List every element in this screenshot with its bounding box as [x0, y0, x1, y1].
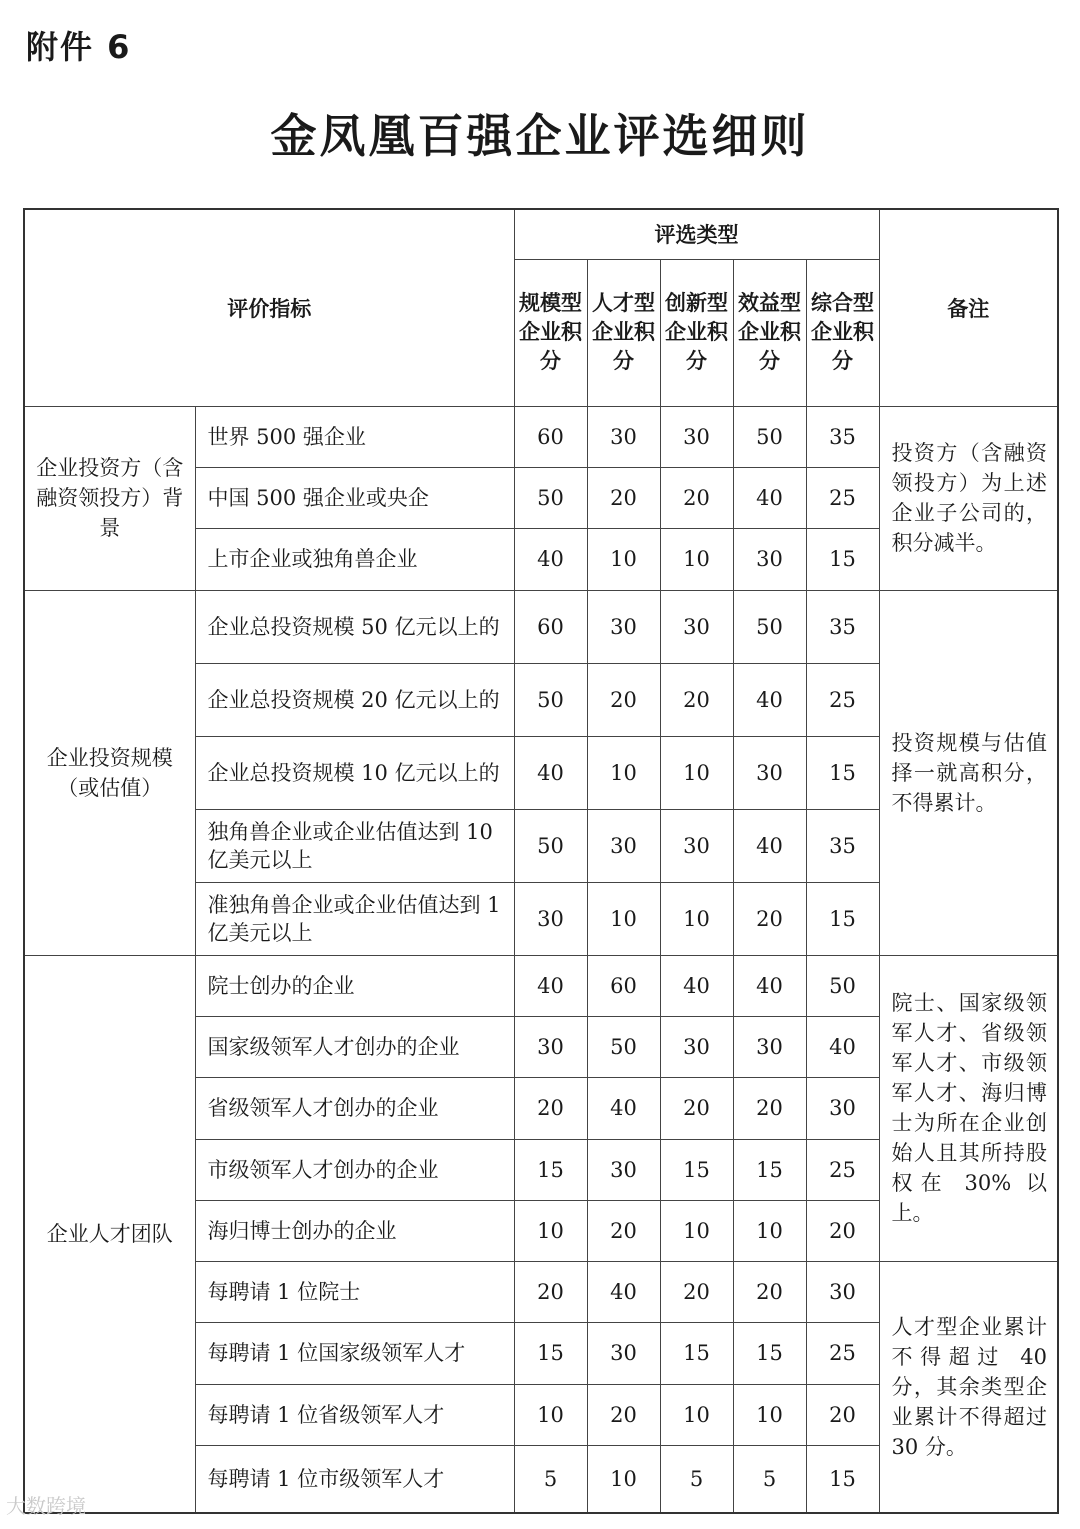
criterion-cell: 每聘请 1 位国家级领军人才	[195, 1322, 514, 1384]
remark-cell: 院士、国家级领军人才、省级领军人才、市级领军人才、海归博士为所在企业创始人且其所持股权在 30% 以上。	[879, 955, 1058, 1261]
score-cell: 15	[514, 1322, 587, 1384]
score-cell: 20	[587, 467, 660, 528]
criterion-cell: 每聘请 1 位省级领军人才	[195, 1384, 514, 1445]
score-cell: 30	[733, 736, 806, 809]
score-cell: 10	[514, 1384, 587, 1445]
criterion-cell: 每聘请 1 位市级领军人才	[195, 1445, 514, 1513]
score-cell: 50	[733, 590, 806, 663]
criterion-cell: 海归博士创办的企业	[195, 1200, 514, 1261]
score-cell: 10	[587, 882, 660, 955]
score-cell: 15	[806, 736, 879, 809]
score-cell: 10	[733, 1384, 806, 1445]
score-cell: 20	[587, 1200, 660, 1261]
score-cell: 20	[660, 1077, 733, 1139]
score-cell: 15	[806, 528, 879, 590]
criterion-cell: 上市企业或独角兽企业	[195, 528, 514, 590]
remark-cell: 投资规模与估值择一就高积分，不得累计。	[879, 590, 1058, 955]
criterion-cell: 企业总投资规模 50 亿元以上的	[195, 590, 514, 663]
score-cell: 20	[660, 467, 733, 528]
score-cell: 20	[514, 1261, 587, 1322]
score-cell: 30	[660, 406, 733, 467]
score-cell: 40	[587, 1077, 660, 1139]
table-row	[24, 955, 1058, 1016]
criterion-cell: 每聘请 1 位院士	[195, 1261, 514, 1322]
score-cell: 35	[806, 590, 879, 663]
score-cell: 30	[660, 590, 733, 663]
document-title: 金凤凰百强企业评选细则	[270, 109, 810, 163]
score-cell: 20	[733, 1261, 806, 1322]
header-type: 人才型企业积分	[587, 259, 660, 406]
score-cell: 40	[514, 955, 587, 1016]
score-cell: 15	[660, 1322, 733, 1384]
score-cell: 25	[806, 1139, 879, 1200]
header-indicator: 评价指标	[24, 209, 514, 406]
criterion-cell: 企业总投资规模 20 亿元以上的	[195, 663, 514, 736]
score-cell: 30	[587, 406, 660, 467]
category-cell: 企业投资方（含融资领投方）背景	[24, 406, 195, 590]
criterion-cell: 院士创办的企业	[195, 955, 514, 1016]
score-cell: 20	[660, 663, 733, 736]
score-cell: 40	[587, 1261, 660, 1322]
score-cell: 5	[514, 1445, 587, 1513]
score-cell: 30	[587, 590, 660, 663]
score-cell: 50	[514, 467, 587, 528]
score-cell: 20	[587, 1384, 660, 1445]
score-cell: 20	[806, 1200, 879, 1261]
header-type: 创新型企业积分	[660, 259, 733, 406]
score-cell: 50	[733, 406, 806, 467]
score-cell: 10	[660, 1200, 733, 1261]
attachment-label: 附件 6	[26, 28, 132, 66]
score-cell: 30	[514, 1016, 587, 1077]
score-cell: 20	[587, 663, 660, 736]
score-cell: 40	[514, 528, 587, 590]
score-cell: 10	[660, 882, 733, 955]
score-cell: 30	[660, 1016, 733, 1077]
rules-table	[23, 208, 1059, 1514]
score-cell: 60	[514, 406, 587, 467]
score-cell: 10	[660, 528, 733, 590]
header-selection-type: 评选类型	[514, 209, 879, 259]
score-cell: 25	[806, 467, 879, 528]
score-cell: 50	[514, 809, 587, 882]
table-row	[24, 406, 1058, 467]
criterion-cell: 市级领军人才创办的企业	[195, 1139, 514, 1200]
header-type: 效益型企业积分	[733, 259, 806, 406]
criterion-cell: 独角兽企业或企业估值达到 10 亿美元以上	[195, 809, 514, 882]
score-cell: 40	[660, 955, 733, 1016]
score-cell: 15	[806, 882, 879, 955]
criterion-cell: 国家级领军人才创办的企业	[195, 1016, 514, 1077]
score-cell: 40	[733, 955, 806, 1016]
score-cell: 30	[587, 1139, 660, 1200]
score-cell: 30	[660, 809, 733, 882]
score-cell: 10	[733, 1200, 806, 1261]
score-cell: 50	[806, 955, 879, 1016]
score-cell: 60	[514, 590, 587, 663]
score-cell: 20	[660, 1261, 733, 1322]
score-cell: 25	[806, 1322, 879, 1384]
score-cell: 20	[733, 882, 806, 955]
score-cell: 20	[514, 1077, 587, 1139]
header-type: 规模型企业积分	[514, 259, 587, 406]
score-cell: 15	[806, 1445, 879, 1513]
criterion-cell: 企业总投资规模 10 亿元以上的	[195, 736, 514, 809]
score-cell: 60	[587, 955, 660, 1016]
table-row	[24, 590, 1058, 663]
score-cell: 30	[733, 1016, 806, 1077]
remark-cell: 人才型企业累计不得超过 40 分，其余类型企业累计不得超过 30 分。	[879, 1261, 1058, 1513]
score-cell: 20	[733, 1077, 806, 1139]
score-cell: 15	[733, 1139, 806, 1200]
score-cell: 30	[733, 528, 806, 590]
score-cell: 15	[733, 1322, 806, 1384]
watermark: 大数跨境	[6, 1494, 86, 1518]
score-cell: 30	[587, 809, 660, 882]
score-cell: 30	[806, 1261, 879, 1322]
score-cell: 10	[660, 736, 733, 809]
category-cell: 企业人才团队	[24, 955, 195, 1513]
header-type: 综合型企业积分	[806, 259, 879, 406]
score-cell: 10	[587, 1445, 660, 1513]
score-cell: 5	[660, 1445, 733, 1513]
criterion-cell: 省级领军人才创办的企业	[195, 1077, 514, 1139]
score-cell: 10	[514, 1200, 587, 1261]
score-cell: 25	[806, 663, 879, 736]
score-cell: 10	[587, 528, 660, 590]
score-cell: 50	[587, 1016, 660, 1077]
remark-cell: 投资方（含融资领投方）为上述企业子公司的，积分减半。	[879, 406, 1058, 590]
score-cell: 30	[514, 882, 587, 955]
score-cell: 10	[660, 1384, 733, 1445]
header-remark: 备注	[879, 209, 1058, 406]
score-cell: 40	[733, 809, 806, 882]
score-cell: 40	[733, 467, 806, 528]
score-cell: 15	[514, 1139, 587, 1200]
score-cell: 40	[514, 736, 587, 809]
criterion-cell: 中国 500 强企业或央企	[195, 467, 514, 528]
score-cell: 35	[806, 809, 879, 882]
score-cell: 35	[806, 406, 879, 467]
criterion-cell: 准独角兽企业或企业估值达到 1 亿美元以上	[195, 882, 514, 955]
score-cell: 20	[806, 1384, 879, 1445]
score-cell: 15	[660, 1139, 733, 1200]
score-cell: 30	[806, 1077, 879, 1139]
category-cell: 企业投资规模（或估值）	[24, 590, 195, 955]
score-cell: 30	[587, 1322, 660, 1384]
criterion-cell: 世界 500 强企业	[195, 406, 514, 467]
score-cell: 40	[806, 1016, 879, 1077]
score-cell: 10	[587, 736, 660, 809]
score-cell: 50	[514, 663, 587, 736]
score-cell: 5	[733, 1445, 806, 1513]
score-cell: 40	[733, 663, 806, 736]
